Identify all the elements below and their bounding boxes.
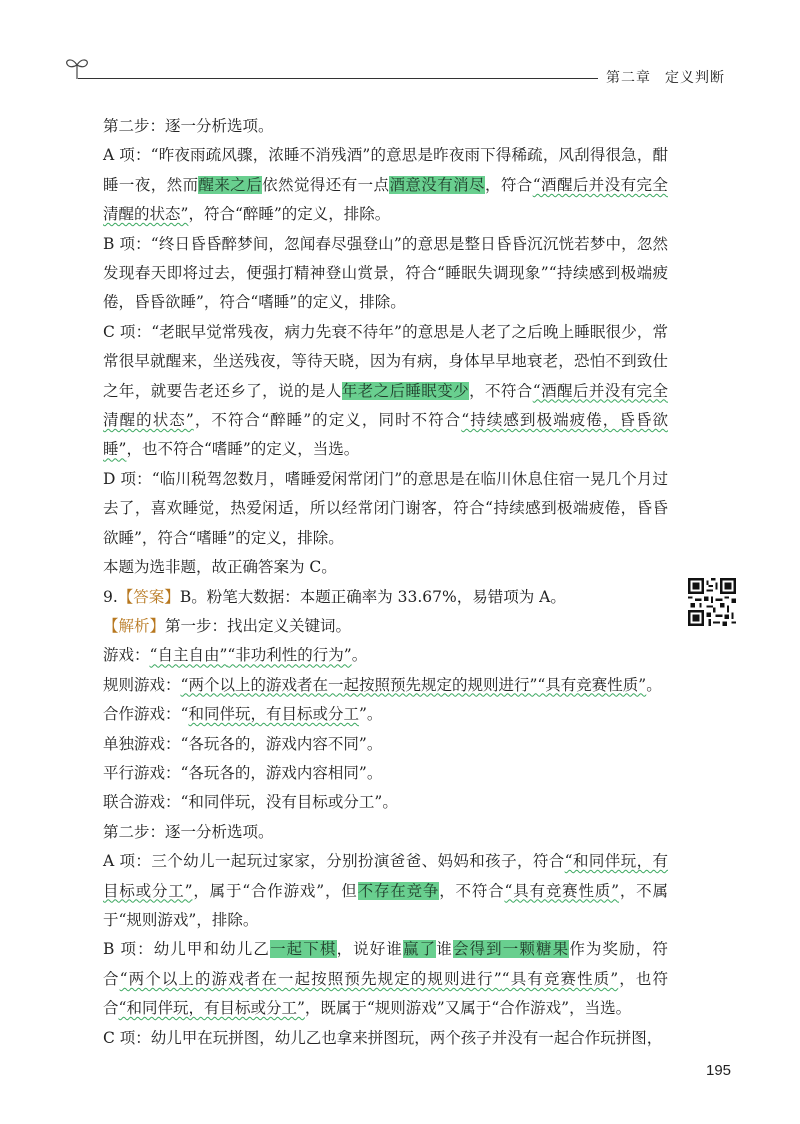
wavy-underline: “两个以上的游戏者在一起按照预先规定的规则进行” (180, 675, 538, 694)
text: 作为奖励，符合 (103, 940, 668, 988)
chapter-label: 第二章 (606, 70, 651, 86)
wavy-underline: “和同伴玩，有目标或分工” (118, 999, 305, 1018)
definition-rule-game (103, 671, 668, 700)
option-d-analysis: D 项：“临川税驾忽数月，嗜睡爱闲常闭门”的意思是在临川休息住宿一晃几个月过去了，喜欢睡觉，热爱闲适，所以经常闭门谢客，符合“持续感到极端疲倦，昏昏欲睡”，符合“嗜睡”的定义，排除。 (103, 469, 668, 547)
step-two-heading: 第二步：逐一分析选项。 (103, 117, 274, 135)
wavy-underline: “具有竞赛性质” (504, 881, 620, 900)
text: B 项：幼儿甲和幼儿乙 (103, 940, 271, 959)
wavy-underline: “非功利性的行为” (227, 646, 352, 665)
wavy-underline: “酒醒后并没有完全清醒的状态” (103, 175, 668, 224)
option-c-analysis (103, 318, 668, 465)
highlight: 年老之后睡眠变少 (341, 381, 470, 400)
definition-joint-game: 联合游戏：“和同伴玩，没有目标或分工”。 (103, 793, 398, 812)
answer-text: B。粉笔大数据：本题正确率为 33.67%，易错项为 A。 (179, 587, 566, 606)
text: ，说好谁 (336, 940, 404, 959)
highlight: 一起下棋 (270, 940, 337, 959)
header-rule (78, 78, 598, 79)
definition-parallel-game: 平行游戏：“各玩各的，游戏内容相同”。 (103, 763, 383, 782)
wavy-underline: “具有竞赛性质” (501, 969, 619, 988)
wavy-underline: “和同伴玩，有目标或分工” (103, 852, 668, 900)
wavy-underline: “两个以上的游戏者在一起按照预先规定的规则进行” (119, 969, 502, 988)
definition-cooperative-game (103, 700, 668, 729)
text: 依然觉得还有一点 (262, 175, 390, 194)
highlight: 醒来之后 (198, 175, 263, 194)
text: ”。 (358, 705, 383, 724)
analysis-label: 【解析】 (103, 616, 166, 635)
answer-label: 【答案】 (117, 587, 180, 606)
definition-solo-game: 单独游戏：“各玩各的，游戏内容不同”。 (103, 734, 383, 753)
text: 。 (646, 675, 662, 694)
text: ，符合 (484, 175, 533, 194)
text: ，也不符合“嗜睡”的定义，当选。 (126, 440, 360, 459)
text: ，不符合 (469, 381, 533, 400)
wavy-underline: “持续感到极端疲倦，昏昏欲睡” (103, 411, 668, 459)
text: 合作游戏：“ (103, 705, 189, 724)
text: 规则游戏： (103, 675, 181, 694)
page-body (103, 112, 668, 1053)
wavy-underline: “具有竞赛性质” (537, 675, 647, 694)
option-a-analysis (103, 141, 668, 229)
text: ，符合“醉睡”的定义，排除。 (188, 205, 391, 224)
highlight: 赢了 (403, 940, 437, 959)
text: A 项：“昨夜雨疏风骤，浓睡不消残酒”的意思是昨夜雨下得稀疏，风刮得很急，酣睡一夜，然而 (103, 146, 668, 194)
question-9-option-b (103, 935, 668, 1023)
text: 。 (351, 646, 368, 665)
section-label: 定义判断 (665, 70, 725, 86)
question-9-option-a (103, 847, 668, 935)
wavy-underline: 和同伴玩，有目标或分工 (188, 705, 359, 724)
conclusion: 本题为选非题，故正确答案为 C。 (103, 558, 337, 577)
text: A 项：三个幼儿一起玩过家家，分别扮演爸爸、妈妈和孩子，符合 (103, 852, 565, 871)
highlight: 酒意没有消尽 (389, 175, 485, 194)
text: ，属于“合作游戏”，但 (192, 881, 358, 900)
text: ，既属于“规则游戏”又属于“合作游戏”，当选。 (304, 999, 632, 1018)
wavy-underline: “自主自由” (149, 646, 228, 665)
highlight: 会得到一颗糖果 (452, 940, 570, 959)
question-9-answer (103, 583, 668, 612)
text: ，不符合“醉睡”的定义，同时不符合 (193, 411, 462, 430)
page-number: 195 (706, 1062, 732, 1079)
text: ，不符合 (439, 881, 505, 900)
running-header (606, 67, 725, 87)
option-b-analysis: B 项：“终日昏昏醉梦间，忽闻春尽强登山”的意思是整日昏昏沉沉恍若梦中，忽然发现春天即将过去，便强打精神登山赏景，符合“睡眠失调现象”“持续感到极端疲倦，昏昏欲睡”，符合“嗜睡”的定义，排除。 (103, 234, 668, 312)
text: ，不属于“规则游戏”，排除。 (103, 881, 668, 929)
analysis-intro (103, 612, 668, 641)
text: C 项：“老眠早觉常残夜，病力先衰不待年”的意思是人老了之后晚上睡眠很少，常常很早就醒来，坐送残夜，等待天晓，因为有病，身体早早地衰老，恐怕不到致仕之年，就要告老还乡了，说的是人 (103, 322, 668, 400)
question-number: 9. (103, 587, 118, 606)
wavy-underline: “酒醒后并没有完全清醒的状态” (103, 381, 668, 430)
highlight: 不存在竞争 (357, 881, 440, 900)
text: ，也符合 (103, 969, 668, 1018)
text: 游戏： (103, 646, 150, 665)
text: 谁 (436, 940, 453, 959)
qr-code-icon[interactable] (688, 578, 736, 626)
analysis-text: 第一步：找出定义关键词。 (165, 616, 352, 635)
step-two-heading: 第二步：逐一分析选项。 (103, 822, 274, 841)
definition-game (103, 641, 668, 670)
question-9-option-c: C 项：幼儿甲在玩拼图，幼儿乙也拿来拼图玩，两个孩子并没有一起合作玩拼图， (103, 1028, 663, 1047)
